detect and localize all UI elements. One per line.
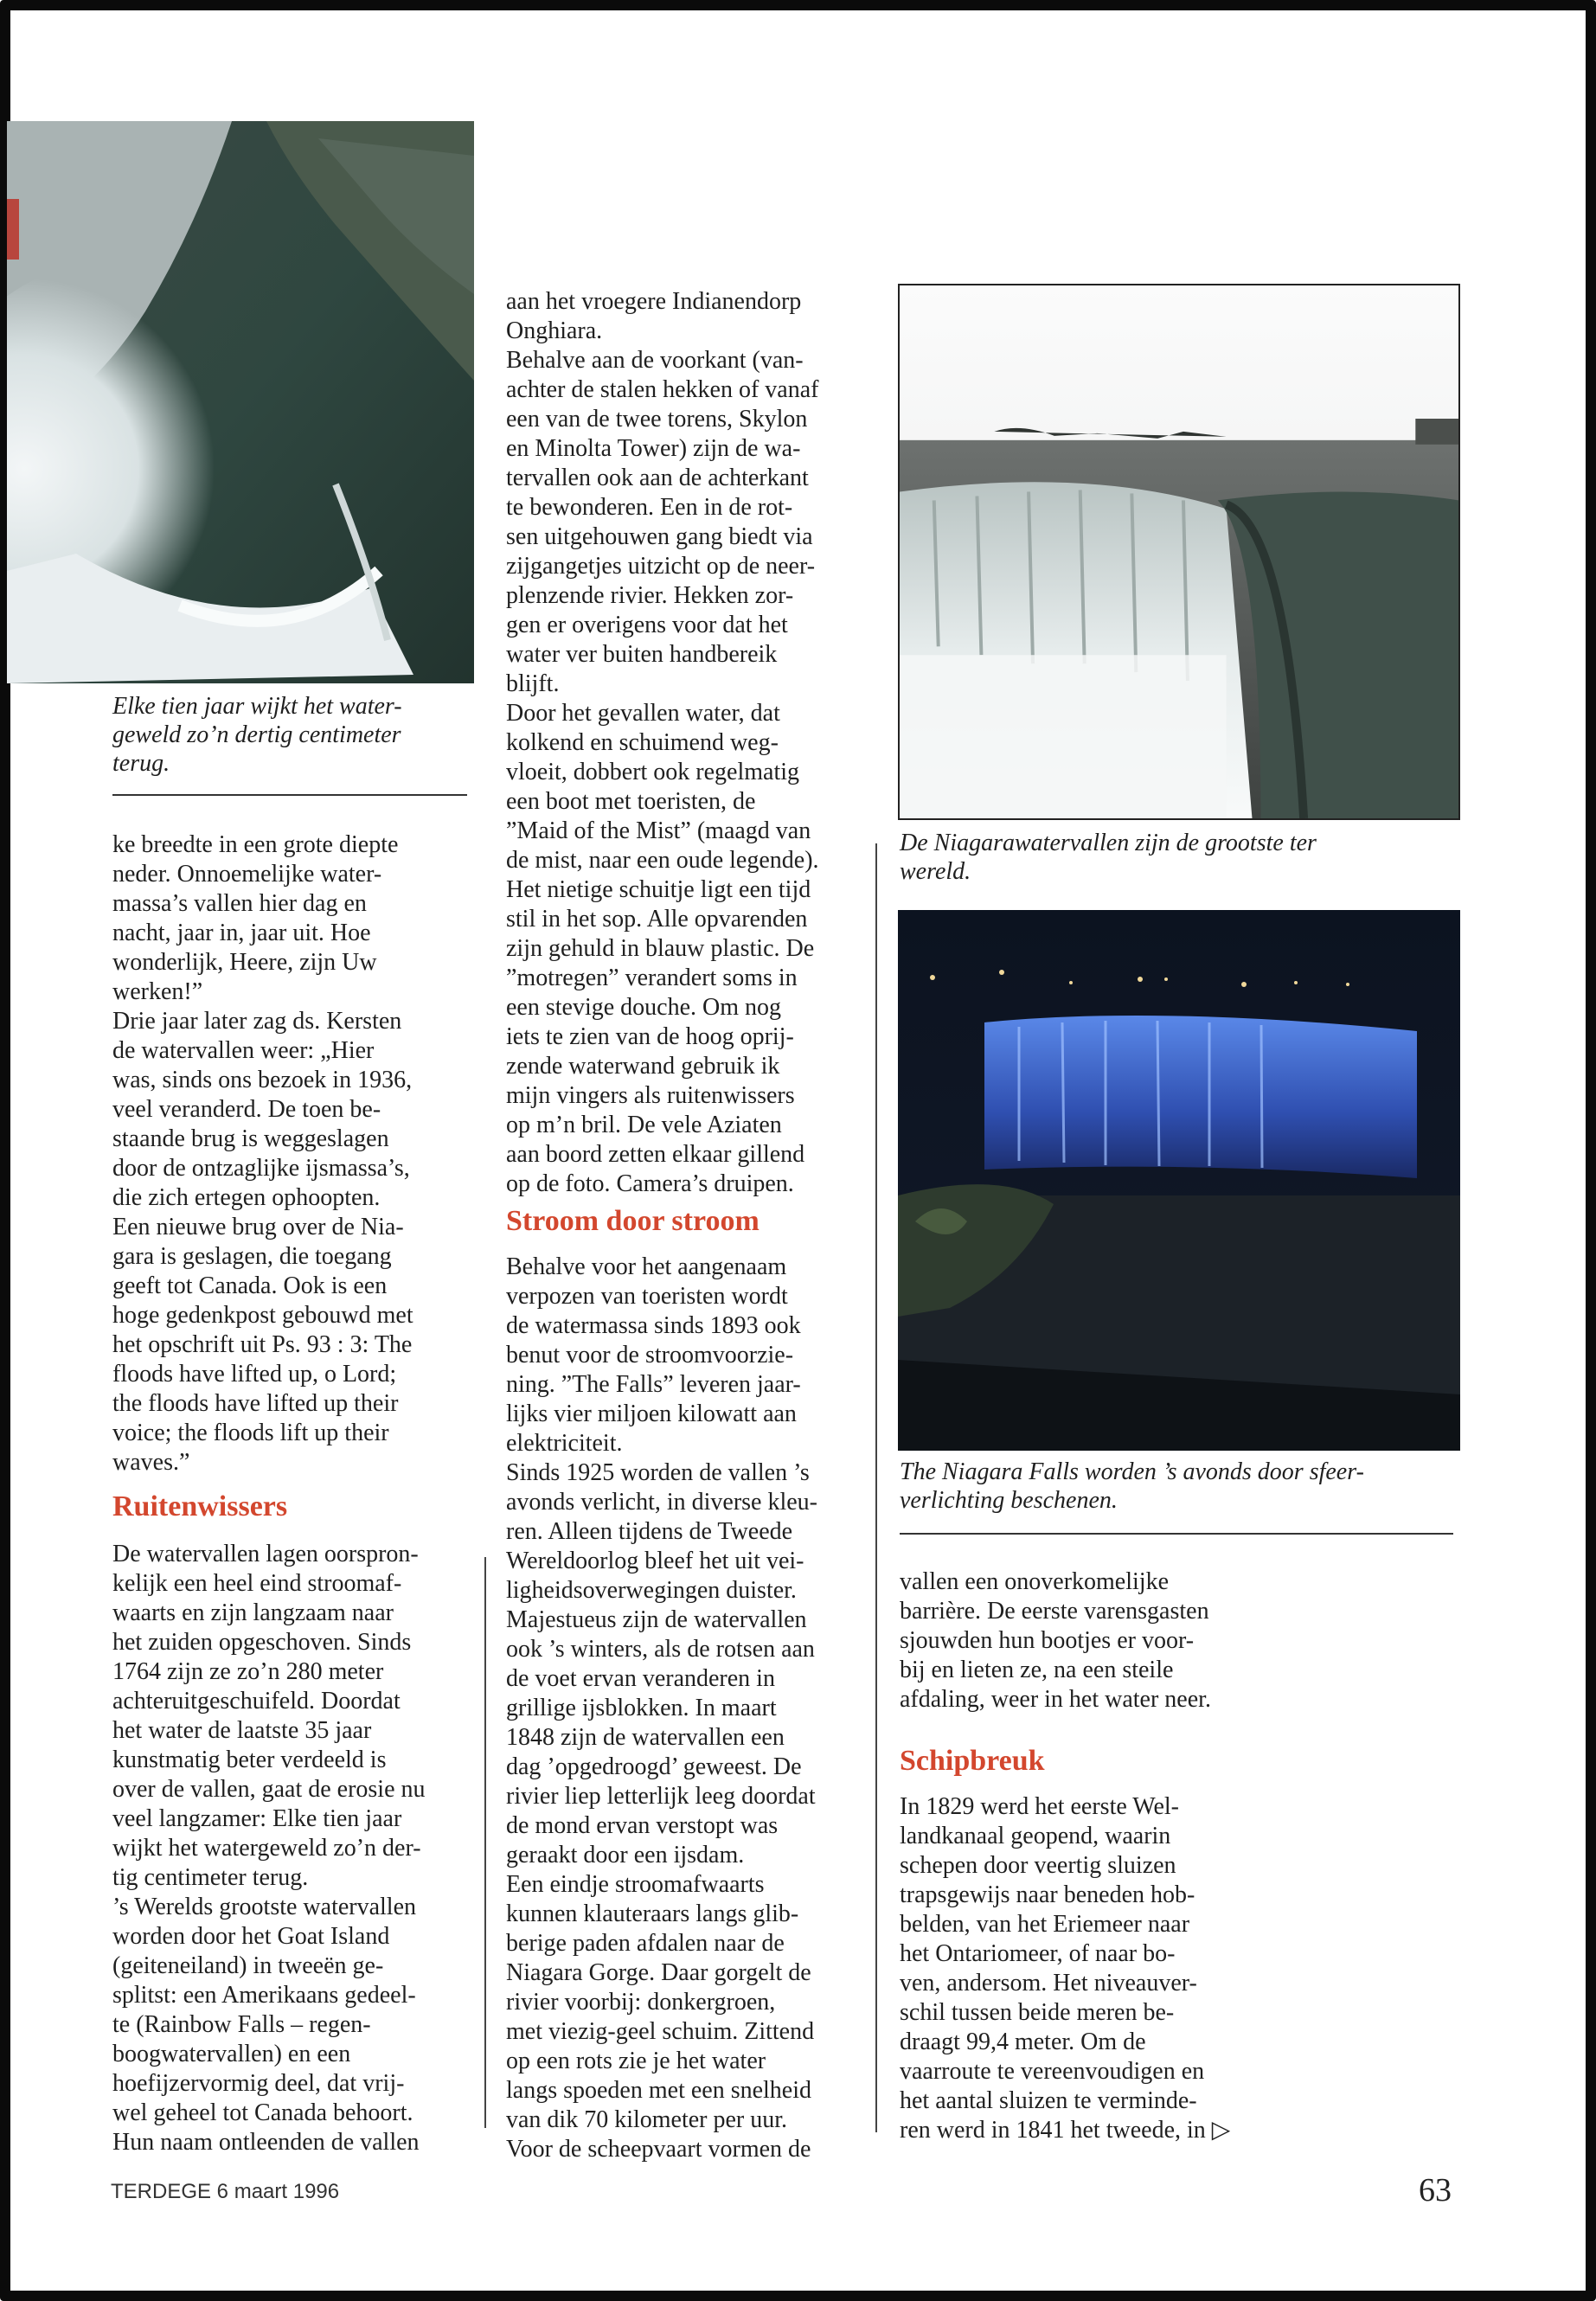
page-number: 63 xyxy=(1419,2172,1452,2208)
section-heading-stroom-door-stroom: Stroom door stroom xyxy=(506,1205,760,1237)
aerial-falls-photo xyxy=(7,121,474,683)
caption-rule xyxy=(112,794,467,796)
photo-caption-daylight: De Niagarawatervallen zijn de grootste ter wereld. xyxy=(900,830,1317,885)
body-text-col2-b: Behalve voor het aangenaam verpozen van toeristen wordt de watermassa sinds 1893 ook benut voor de stroomvoorzie- ning. ”The Falls” leveren jaar- lijks vier miljoen kilowatt aan elektriciteit. Sinds 1925 worden de vallen ’s avonds verlicht, in diverse kleu- ren. Alleen tijdens de Tweede Wereldoorlog bleef het uit vei- ligheidsoverwegingen duister. Majestueus zijn de watervallen ook ’s winters, als de rotsen aan de voet ervan veranderen in grillige ijsblokken. In maart 1848 zijn de watervallen een dag ’opgedroogd’ geweest. De rivier liep letterlijk leeg doordat de mond ervan verstopt was geraakt door een ijsdam. Een eindje stroomafwaarts kunnen klauteraars langs glib- berige paden afdalen naar de Niagara Gorge. Daar gorgelt de rivier voorbij: donkergroen, met viezig-geel schuim. Zittend op een rots zie je het water langs spoeden met een snelheid van dik 70 kilometer per uur. Voor de scheepvaart vormen de xyxy=(506,1253,818,2163)
niagara-night-photo xyxy=(898,910,1460,1451)
column-divider xyxy=(484,1557,486,2128)
section-heading-schipbreuk: Schipbreuk xyxy=(900,1745,1045,1777)
photo-caption-night: The Niagara Falls worden ’s avonds door sfeer- verlichting beschenen. xyxy=(900,1458,1364,1514)
body-text-col3-a: vallen een onoverkomelijke barrière. De eerste varensgasten sjouwden hun bootjes er voor- bij en lieten ze, na een steile afdaling, weer in het water neer. xyxy=(900,1568,1211,1713)
section-heading-ruitenwissers: Ruitenwissers xyxy=(112,1490,288,1522)
body-text-col1-a: ke breedte in een grote diepte neder. Onnoemelijke water- massa’s vallen hier dag en nacht, jaar in, jaar uit. Hoe wonderlijk, Heere, zijn Uw werken!” Drie jaar later zag ds. Kersten de watervallen weer: „Hier was, sinds ons bezoek in 1936, veel veranderd. De toen be- staande brug is weggeslagen door de ontzaglijke ijsmassa’s, die zich ertegen ophoopten. Een nieuwe brug over de Nia- gara is geslagen, die toegang geeft tot Canada. Ook is een hoge gedenkpost gebouwd met het opschrift uit Ps. 93 : 3: The floods have lifted up, o Lord; the floods have lifted up their voice; the floods lift up their waves.” xyxy=(112,831,413,1476)
body-text-col2-a: aan het vroegere Indianendorp Onghiara. Behalve aan de voorkant (van- achter de stalen hekken of vanaf een van de twee torens, Skylon en Minolta Tower) zijn de wa- tervallen ook aan de achterkant te bewonderen. Een in de rot- sen uitgehouwen gang biedt via zijgangetjes uitzicht op de neer- plenzende rivier. Hekken zor- gen er overigens voor dat het water ver buiten handbereik blijft. Door het gevallen water, dat kolkend en schuimend weg- vloeit, dobbert ook regelmatig een boot met toeristen, de ”Maid of the Mist” (maagd van de mist, naar een oude legende). Het nietige schuitje ligt een tijd stil in het sop. Alle opvarenden zijn gehuld in blauw plastic. De ”motregen” verandert soms in een stevige douche. Om nog iets te zien van de hoog oprij- zende waterwand gebruik ik mijn vingers als ruitenwissers op m’n bril. De vele Aziaten aan boord zetten elkaar gillend op de foto. Camera’s druipen. xyxy=(506,288,819,1197)
column-divider xyxy=(875,843,877,2132)
niagara-daylight-photo xyxy=(898,284,1460,820)
publication-footer: TERDEGE 6 maart 1996 xyxy=(111,2180,340,2203)
photo-caption-aerial: Elke tien jaar wijkt het water- geweld zo’n dertig centimeter terug. xyxy=(112,693,402,777)
body-text-col1-b: De watervallen lagen oorspron- kelijk een heel eind stroomaf- waarts en zijn langzaam naar het zuiden opgeschoven. Sinds 1764 zijn ze zo’n 280 meter achteruitgeschuifeld. Doordat het water de laatste 35 jaar kunstmatig beter verdeeld is over de vallen, gaat de erosie nu veel langzamer: Elke tien jaar wijkt het watergeweld zo’n der- tig centimeter terug. ’s Werelds grootste watervallen worden door het Goat Island (geiteneiland) in tweeën ge- splitst: een Amerikaans gedeel- te (Rainbow Falls – regen- boogwatervallen) en een hoefijzervormig deel, dat vrij- wel geheel tot Canada behoort. Hun naam ontleenden de vallen xyxy=(112,1541,426,2156)
caption-rule xyxy=(900,1533,1453,1535)
body-text-col3-b: In 1829 werd het eerste Wel- landkanaal geopend, waarin schepen door veertig sluizen trapsgewijs naar beneden hob- belden, van het Eriemeer naar het Ontariomeer, of naar bo- ven, andersom. Het niveauver- schil tussen beide meren be- draagt 99,4 meter. Om de vaarroute te vereenvoudigen en het aantal sluizen te verminde- ren werd in 1841 het tweede, in ▷ xyxy=(900,1793,1231,2144)
